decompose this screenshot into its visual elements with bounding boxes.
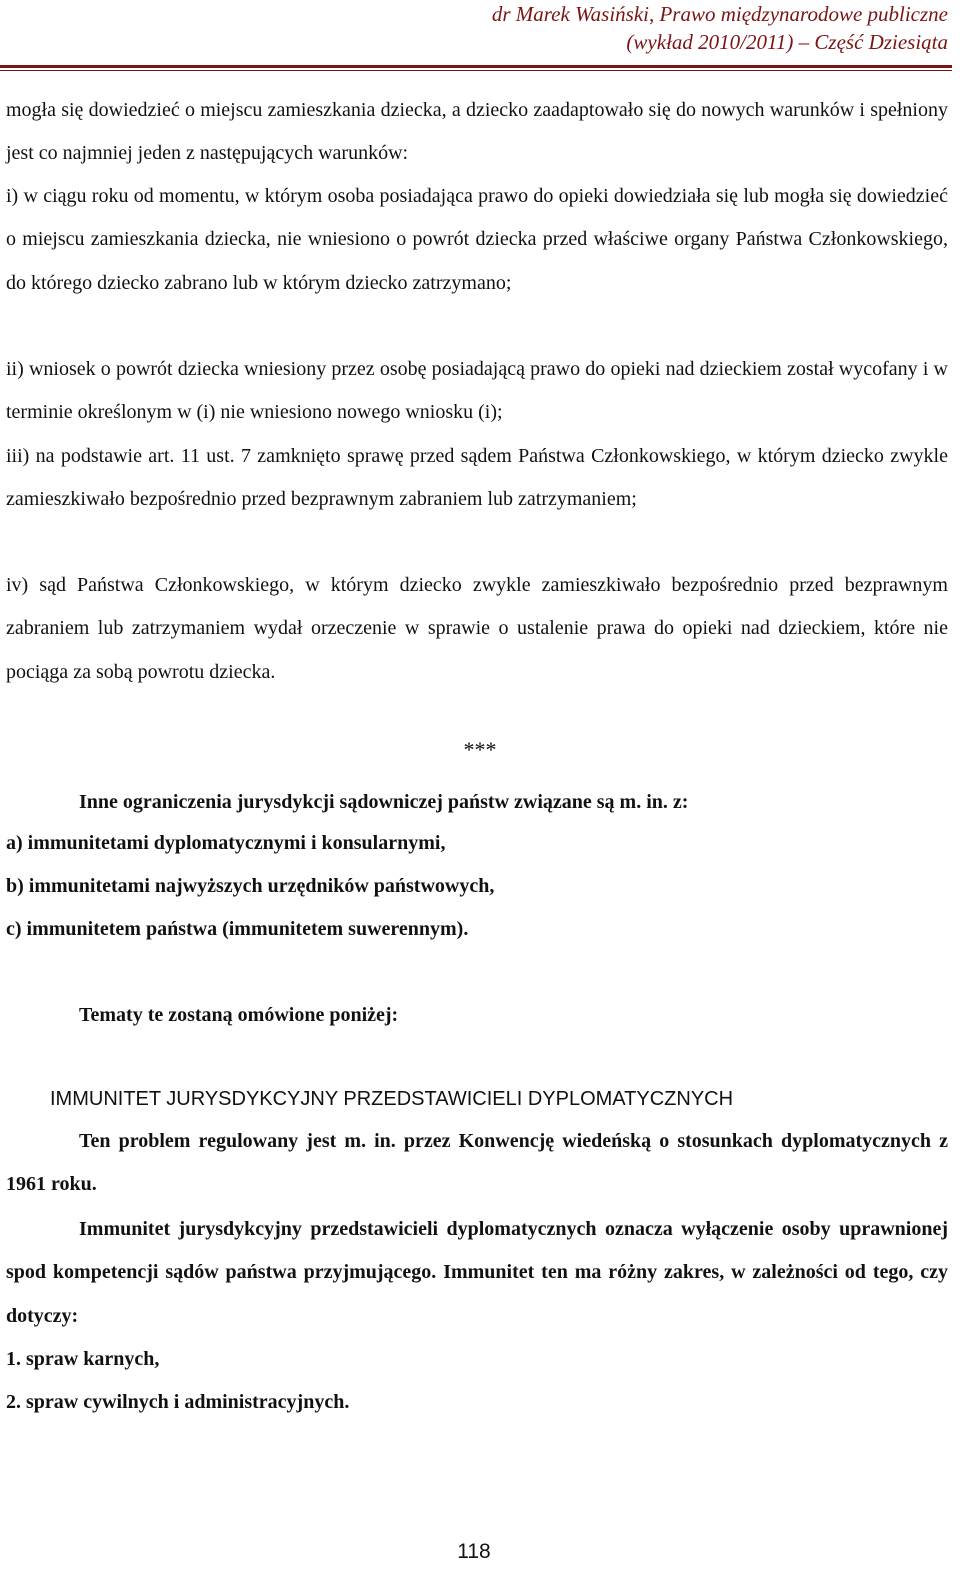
convention-paragraph: Ten problem regulowany jest m. in. przez Konwencję wiedeńską o stosunkach dyplomatycznych z 1961 roku. (6, 1130, 948, 1196)
topics-heading: Tematy te zostaną omówione poniżej: (79, 1004, 399, 1026)
limits-intro: Inne ograniczenia jurysdykcji sądowniczej państw związane są m. in. z: (79, 791, 689, 813)
case-item-1: 1. spraw karnych, (6, 1348, 160, 1370)
condition-iv: iv) sąd Państwa Członkowskiego, w którym dziecko zwykle zamieszkiwało bezpośrednio przed bezprawnym zabraniem lub zatrzymaniem wydał orzeczenie w sprawie o ustalenie prawa do opieki nad dzieckiem, które nie pociąga za sobą powrotu dziecka. (6, 574, 948, 683)
page-number: 118 (457, 1540, 491, 1563)
limit-item-b: b) immunitetami najwyższych urzędników państwowych, (6, 875, 495, 897)
header-line-1: dr Marek Wasiński, Prawo międzynarodowe publiczne (491, 2, 948, 26)
condition-i: i) w ciągu roku od momentu, w którym osoba posiadająca prawo do opieki dowiedziała się lub mogła się dowiedzieć o miejscu zamieszkania dziecka, nie wniesiono o powrót dziecka przed właściwe organy Państwa Członkowskiego, do którego dziecko zabrano lub w którym dziecko zatrzymano; (6, 185, 948, 294)
condition-iii: iii) na podstawie art. 11 ust. 7 zamknięto sprawę przed sądem Państwa Członkowskiego, w którym dziecko zwykle zamieszkiwało bezpośrednio przed bezprawnym zabraniem lub zatrzymaniem; (6, 445, 948, 511)
section-separator: *** (463, 737, 497, 762)
paragraph-continuation: mogła się dowiedzieć o miejscu zamieszkania dziecka, a dziecko zaadaptowało się do nowych warunków i spełniony jest co najmniej jeden z następujących warunków: (6, 99, 948, 165)
running-header (0, 0, 948, 66)
immunity-definition: Immunitet jurysdykcyjny przedstawicieli dyplomatycznych oznacza wyłączenie osoby uprawnionej spod kompetencji sądów państwa przyjmującego. Immunitet ten ma różny zakres, w zależności od tego, czy dotyczy: (6, 1218, 948, 1327)
header-rule-thick (0, 65, 952, 68)
header-line-2: (wykład 2010/2011) – Część Dziesiąta (626, 30, 948, 54)
header-rule-thin (0, 70, 952, 71)
limit-item-c: c) immunitetem państwa (immunitetem suwerennym). (6, 918, 469, 940)
limit-item-a: a) immunitetami dyplomatycznymi i konsularnymi, (6, 832, 446, 854)
section-title: IMMUNITET JURYSDYKCYJNY PRZEDSTAWICIELI DYPLOMATYCZNYCH (50, 1088, 734, 1110)
condition-ii: ii) wniosek o powrót dziecka wniesiony przez osobę posiadającą prawo do opieki nad dzieckiem został wycofany i w terminie określonym w (i) nie wniesiono nowego wniosku (i); (6, 358, 948, 424)
case-item-2: 2. spraw cywilnych i administracyjnych. (6, 1391, 350, 1413)
